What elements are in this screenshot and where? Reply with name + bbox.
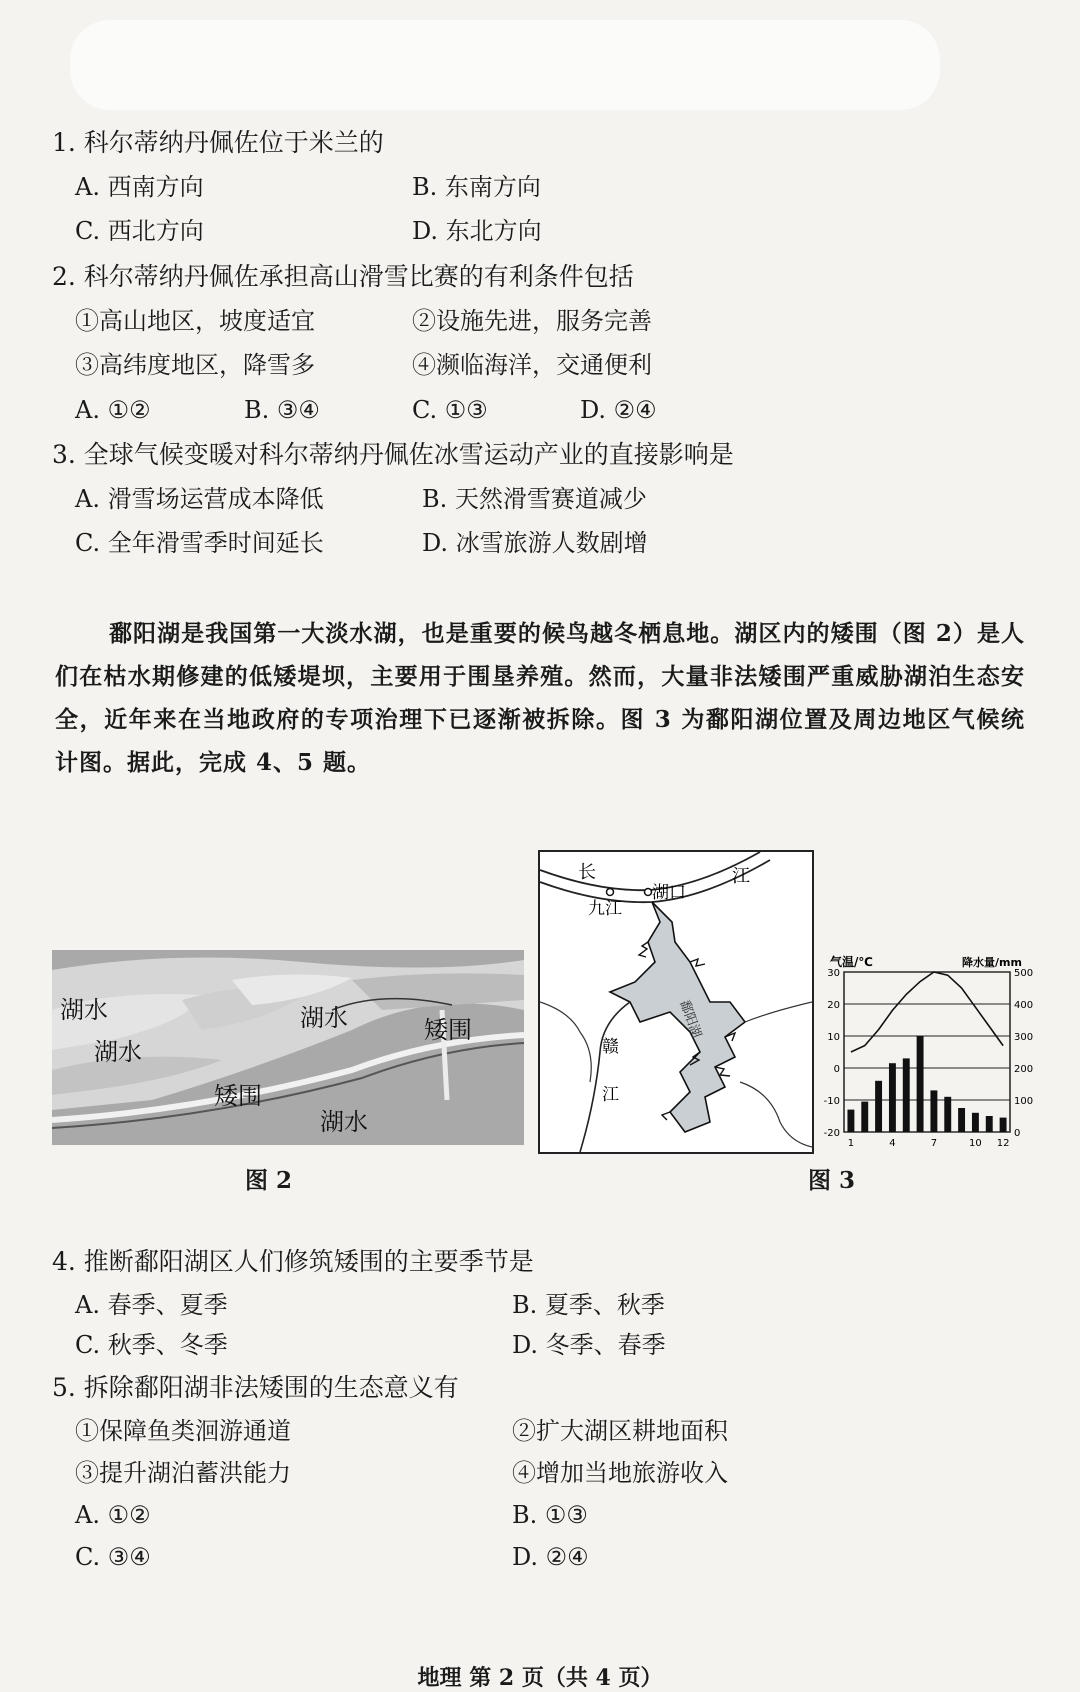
chart-x-tick-label: 1 [847,1138,855,1149]
photo-label-embankment-1: 矮围 [424,1016,472,1044]
q5-condition-2: ②扩大湖区耕地面积 [512,1417,728,1445]
q3-stem: 3. 全球气候变暖对科尔蒂纳丹佩佐冰雪运动产业的直接影响是 [52,440,734,469]
photo-label-lake-4: 湖水 [320,1108,368,1136]
precip-bar-12 [1000,1118,1007,1132]
precip-bar-11 [986,1116,993,1132]
q2-condition-3: ③高纬度地区，降雪多 [75,351,315,379]
chart-left-tick-label: 10 [827,1032,840,1043]
climate-chart-svg [812,950,1042,1155]
q4-option-b[interactable]: B. 夏季、秋季 [512,1291,665,1319]
q2-stem: 2. 科尔蒂纳丹佩佐承担高山滑雪比赛的有利条件包括 [52,262,634,291]
q1-option-a[interactable]: A. 西南方向 [75,173,204,201]
precip-bar-3 [875,1081,882,1132]
precip-bar-6 [917,1036,924,1132]
photo-label-lake-1: 湖水 [60,996,108,1024]
q1-option-b[interactable]: B. 东南方向 [412,173,541,201]
photo-label-embankment-2: 矮围 [214,1082,262,1110]
map-label-jiang-1: 江 [732,866,750,887]
q5-condition-4: ④增加当地旅游收入 [512,1459,728,1487]
q2-option-c[interactable]: C. ①③ [412,396,488,424]
precip-bar-8 [944,1097,951,1132]
photo-label-lake-2: 湖水 [300,1004,348,1032]
map-label-jiang-2: 江 [602,1085,619,1105]
temperature-line [851,972,1003,1052]
figure-2-caption: 图 2 [245,1167,293,1194]
chart-right-axis-label: 降水量/mm [962,956,1022,969]
q5-stem: 5. 拆除鄱阳湖非法矮围的生态意义有 [52,1373,459,1402]
q2-condition-1: ①高山地区，坡度适宜 [75,307,315,335]
chart-x-tick-label: 4 [889,1138,896,1149]
chart-right-tick-label: 400 [1014,1000,1034,1011]
q5-condition-1: ①保障鱼类洄游通道 [75,1417,291,1445]
chart-right-tick-label: 100 [1014,1096,1034,1107]
figure-3-climate-chart [812,950,1042,1155]
chart-right-tick-label: 500 [1014,968,1034,979]
chart-left-tick-label: 20 [827,1000,840,1011]
photo-label-lake-3: 湖水 [94,1038,142,1066]
reading-passage: 鄱阳湖是我国第一大淡水湖，也是重要的候鸟越冬栖息地。湖区内的矮围（图 2）是人们在枯水期修建的低矮堤坝，主要用于围垦养殖。然而，大量非法矮围严重威胁湖泊生态安全，近年来在当地政府的专项治理下已逐渐被拆除。图 3 为鄱阳湖位置及周边地区气候统计图。据此，完成 4、5 题。 [55,620,1025,776]
precip-bar-4 [889,1063,896,1132]
q2-option-b[interactable]: B. ③④ [244,396,320,424]
top-smudge [70,20,940,110]
chart-x-tick-label: 7 [930,1138,938,1149]
q4-stem: 4. 推断鄱阳湖区人们修筑矮围的主要季节是 [52,1247,534,1276]
chart-left-tick-label: 30 [827,968,840,979]
q3-option-a[interactable]: A. 滑雪场运营成本降低 [75,485,324,513]
precip-bar-9 [958,1108,965,1132]
figure-3-caption: 图 3 [808,1167,856,1194]
q1-option-c[interactable]: C. 西北方向 [75,217,204,245]
q4-option-c[interactable]: C. 秋季、冬季 [75,1331,228,1359]
figure-3-map [538,850,814,1154]
q1-stem: 1. 科尔蒂纳丹佩佐位于米兰的 [52,128,384,157]
q4-option-d[interactable]: D. 冬季、春季 [512,1331,666,1359]
chart-left-tick-label: -20 [823,1128,840,1139]
figure-2-photo [52,950,524,1145]
chart-right-tick-label: 300 [1014,1032,1034,1043]
precip-bar-10 [972,1113,979,1132]
chart-right-tick-label: 0 [1014,1128,1021,1139]
q2-condition-4: ④濒临海洋，交通便利 [412,351,652,379]
chart-frame [844,972,1010,1132]
q1-option-d[interactable]: D. 东北方向 [412,217,542,245]
q5-option-a[interactable]: A. ①② [75,1501,151,1529]
q5-option-d[interactable]: D. ②④ [512,1543,589,1571]
precip-bar-5 [903,1058,910,1132]
chart-left-tick-label: -10 [823,1096,840,1107]
q2-condition-2: ②设施先进，服务完善 [412,307,652,335]
q3-option-b[interactable]: B. 天然滑雪赛道减少 [422,485,647,513]
q5-condition-3: ③提升湖泊蓄洪能力 [75,1459,291,1487]
poyang-lake-map [540,852,812,1152]
chart-right-tick-label: 200 [1014,1064,1034,1075]
chart-left-tick-label: 0 [833,1064,840,1075]
q5-option-c[interactable]: C. ③④ [75,1543,151,1571]
map-label-jiujiang: 九江 [588,899,622,919]
precip-bar-2 [861,1102,868,1132]
q2-option-d[interactable]: D. ②④ [580,396,657,424]
map-label-hukou: 湖口 [652,883,686,903]
q3-option-d[interactable]: D. 冰雪旅游人数剧增 [422,529,648,557]
precip-bar-1 [847,1110,854,1132]
q2-option-a[interactable]: A. ①② [75,396,151,424]
chart-x-tick-label: 12 [996,1138,1010,1149]
map-label-gan: 赣 [602,1037,619,1057]
precip-bar-7 [930,1090,937,1132]
q5-option-b[interactable]: B. ①③ [512,1501,588,1529]
map-label-poyang: 鄱阳湖 [676,998,704,1041]
chart-left-axis-label: 气温/℃ [830,955,873,969]
page-footer: 地理 第 2 页（共 4 页） [417,1665,663,1691]
q3-option-c[interactable]: C. 全年滑雪季时间延长 [75,529,324,557]
map-label-chang: 长 [578,862,596,883]
q4-option-a[interactable]: A. 春季、夏季 [75,1291,228,1319]
chart-x-tick-label: 10 [969,1138,982,1149]
